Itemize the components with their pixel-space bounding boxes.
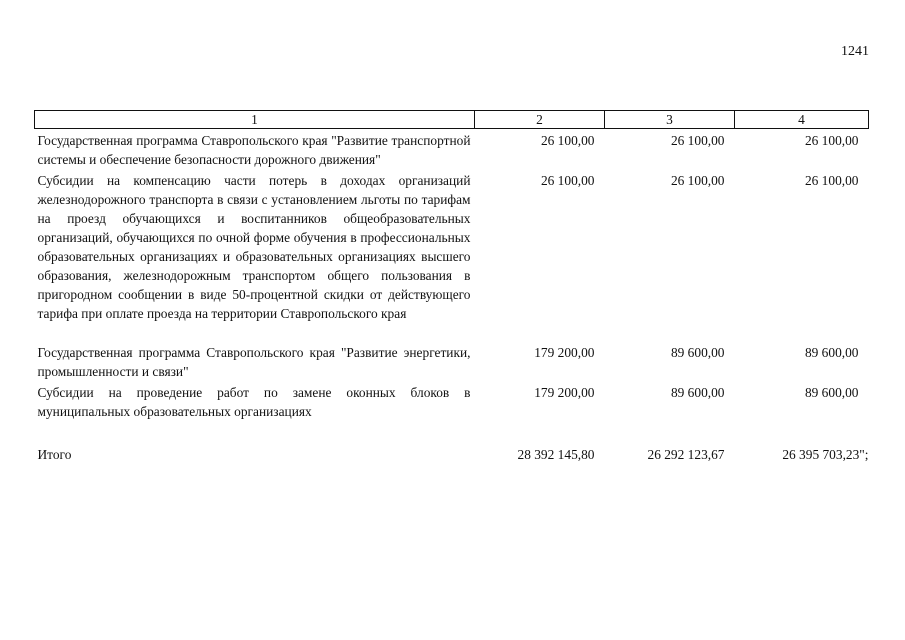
row-description: Государственная программа Ставропольского края "Развитие энергетики, промышленности и связи" — [37, 345, 471, 379]
total-value-col4: 26 395 703,23"; — [782, 447, 869, 462]
column-header-1: 1 — [35, 111, 475, 129]
row-value-col4: 26 100,00 — [804, 173, 859, 188]
total-row — [35, 443, 869, 464]
row-value-col3: 89 600,00 — [670, 385, 725, 400]
table-row — [35, 341, 869, 381]
row-description: Субсидии на проведение работ по замене оконных блоков в муниципальных образовательных организациях — [37, 385, 471, 419]
header-row — [35, 111, 869, 129]
page-number: 1241 — [841, 44, 869, 59]
row-value-col2: 179 200,00 — [534, 345, 595, 360]
row-value-col2: 179 200,00 — [534, 385, 595, 400]
row-value-col2: 26 100,00 — [540, 133, 595, 148]
row-description: Государственная программа Ставропольского края "Развитие транспортной системы и обеспечение безопасности дорожного движения" — [37, 133, 471, 167]
row-description: Субсидии на компенсацию части потерь в доходах организаций железнодорожного транспорта в связи с установлением льготы по тарифам на проезд обучающихся и воспитанников общеобразовательных организаций, обучающихся по очной форме обучения в профессиональных образовательных организациях и образовательных организациях высшего образования, железнодорожным транспортом общего пользования в пригородном сообщении в виде 50-процентной скидки от действующего тарифа при оплате проезда на территории Ставропольского края — [37, 173, 471, 321]
table-row — [35, 169, 869, 323]
total-label: Итого — [37, 447, 72, 462]
spacer-row — [35, 421, 869, 443]
total-value-col2: 28 392 145,80 — [517, 447, 595, 462]
table-row — [35, 381, 869, 421]
table-row — [35, 129, 869, 170]
column-header-4: 4 — [735, 111, 869, 129]
column-header-2: 2 — [475, 111, 605, 129]
row-value-col4: 89 600,00 — [804, 385, 859, 400]
spacer-row — [35, 323, 869, 341]
row-value-col3: 26 100,00 — [670, 173, 725, 188]
row-value-col4: 26 100,00 — [804, 133, 859, 148]
row-value-col4: 89 600,00 — [804, 345, 859, 360]
row-value-col3: 26 100,00 — [670, 133, 725, 148]
column-header-3: 3 — [605, 111, 735, 129]
row-value-col3: 89 600,00 — [670, 345, 725, 360]
budget-table — [34, 110, 869, 464]
total-value-col3: 26 292 123,67 — [647, 447, 725, 462]
row-value-col2: 26 100,00 — [540, 173, 595, 188]
